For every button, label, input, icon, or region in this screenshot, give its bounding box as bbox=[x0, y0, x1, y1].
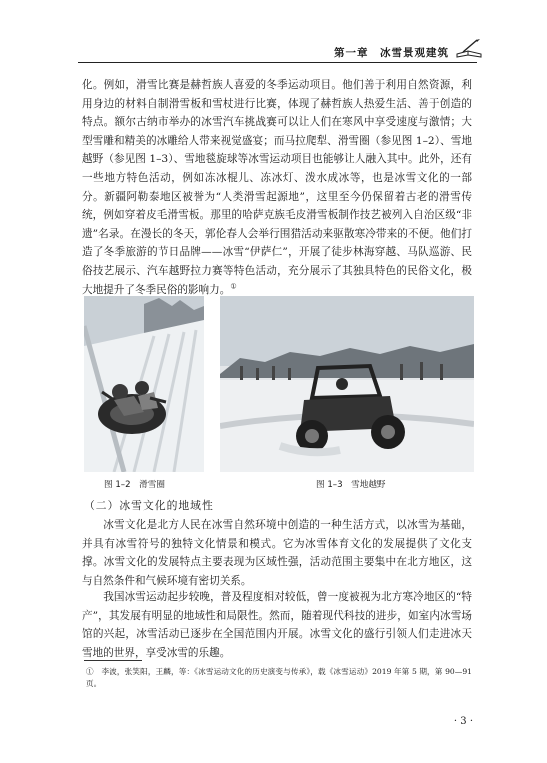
running-header bbox=[78, 44, 477, 63]
figure-caption-1-3: 图 1–3 雪地越野 bbox=[316, 480, 386, 490]
paragraph-1 bbox=[82, 76, 472, 299]
paragraph-3 bbox=[82, 588, 472, 662]
footnote: ① 李波，张笑阳，王麟，等：《冰雪运动文化的历史演变与传承》，载《冰雪运动》2019 年第 5 期，第 90—91 页。 bbox=[86, 667, 472, 688]
footnote-divider bbox=[84, 660, 142, 661]
paragraph-2 bbox=[82, 516, 472, 590]
chapter-title: 第一章 冰雪景观建筑 bbox=[334, 47, 449, 59]
snow-atv-photo bbox=[220, 296, 474, 472]
section-title: （二）冰雪文化的地域性 bbox=[84, 499, 214, 512]
page-number: · 3 · bbox=[453, 716, 473, 727]
paragraph-3-text: 我国冰雪运动起步较晚，普及程度相对较低，曾一度被视为北方寒冷地区的“特产”，其发展有明显的地域性和局限性。然而，随着现代科技的进步，如室内冰雪场馆的兴起，冰雪活动已逐步在全国范围内开展。冰雪文化的盛行引领人们走进冰天雪地的世界，享受冰雪的乐趣。 bbox=[82, 591, 472, 659]
paragraph-1-text: 化。例如，滑雪比赛是赫哲族人喜爱的冬季运动项目。他们善于利用自然资源，利用身边的材料自制滑雪板和雪杖进行比赛，体现了赫哲族人热爱生活、善于创造的特点。额尔古纳市举办的冰雪汽车挑战赛可以让人们在寒风中享受速度与激情；大型雪雕和精美的冰雕给人带来视觉盛宴；而马拉爬犁、滑雪圈（参见图 1–2）、雪地越野（参见图 1–3）、雪地毯旋球等冰雪运动项目也能够让人融入其中。此外，还有一些地方特色活动，例如冻冰棍儿、冻冰灯、泼水成冰等，也是冰雪文化的一部分。新疆阿勒泰地区被誉为“人类滑雪起源地”，这里至今仍保留着古老的滑雪传统，例如穿着皮毛滑雪板。那里的哈萨克族毛皮滑雪板制作技艺被列入自治区级“非遗”名录。在漫长的冬天，郭伦春人会举行围猎活动来驱散寒冷带来的不便。他们打造了冬季旅游的节日品牌——冰雪“伊萨仁”，开展了徒步林海穿越、马队巡游、民俗技艺展示、汽车越野拉力赛等特色活动，充分展示了其独具特色的民俗文化，极大地提升了冬季民俗的影响力。 bbox=[82, 79, 472, 296]
paragraph-2-text: 冰雪文化是北方人民在冰雪自然环境中创造的一种生活方式，以冰雪为基础，并具有冰雪符号的独特文化情景和模式。它为冰雪体育文化的发展提供了文化支撑。冰雪文化的发展特点主要表现为区域性强，活动范围主要集中在北方地区，这与自然条件和气候环境有密切关系。 bbox=[82, 519, 472, 587]
footnote-reference: ① bbox=[230, 282, 237, 290]
snow-tube-photo bbox=[84, 296, 204, 472]
figure-caption-1-2: 图 1–2 滑雪圈 bbox=[104, 480, 165, 490]
book-quill-icon bbox=[455, 38, 483, 64]
